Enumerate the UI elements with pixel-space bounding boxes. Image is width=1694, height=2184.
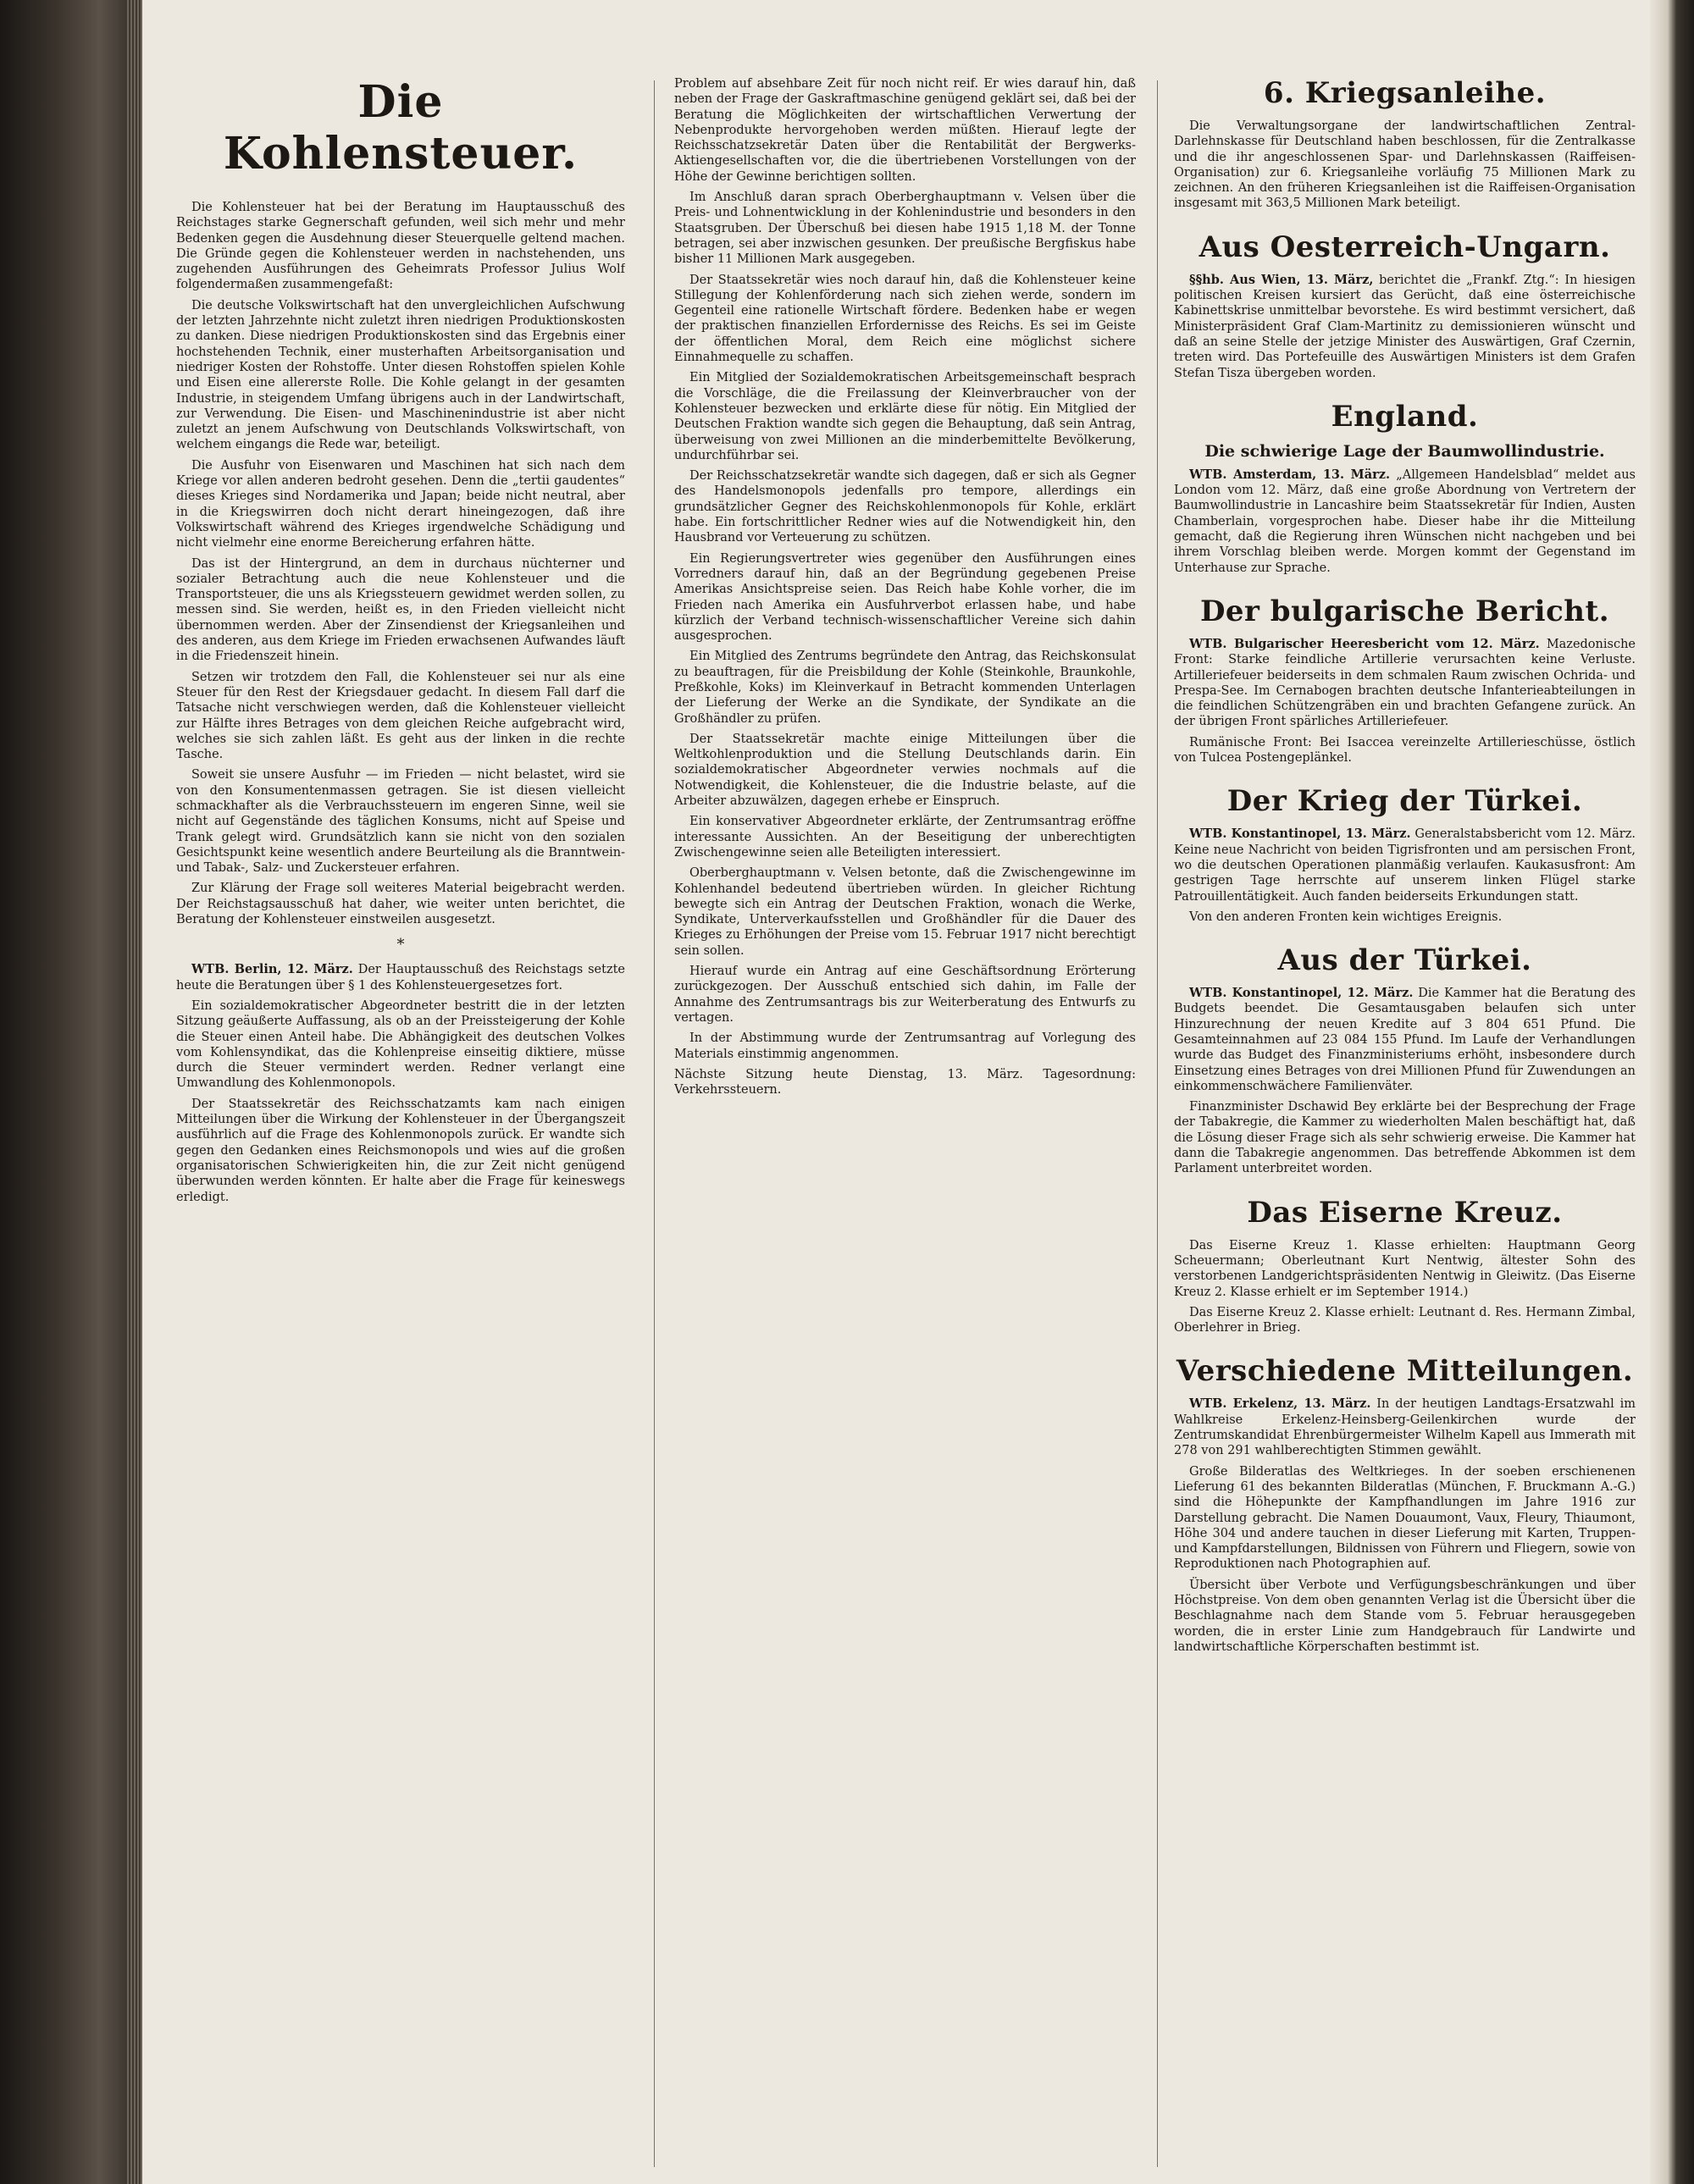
headline-krieg-tuerkei: Der Krieg der Türkei. [1226, 784, 1583, 819]
subheadline-baumwolle: Die schwierige Lage der Baumwollindustrie. [1204, 441, 1605, 461]
newspaper-page [142, 0, 1650, 2184]
article-paragraph: Der Staatssekretär wies noch darauf hin, daß die Kohlensteuer keine Stillegung der Kohlenförderung nach sich ziehen werde, sondern im Gegenteil eine rationelle Wirtschaft fördere. Bedenken habe er wegen der praktischen finanziellen Erfordernisse des Reichs. Es sei im Geiste der öffentlichen Moral, dem Reich eine möglichst sichere Einnahmequelle zu schaffen. [674, 273, 1136, 365]
article-paragraph: Übersicht über Verbote und Verfügungsbeschränkungen und über Höchstpreise. Von dem oben genannten Verlag ist die Übersicht über die Beschlagnahme nach dem Stande vom 5. Februar herausgegeben worden, die in erster Linie zum Handgebrauch für Landwirte und landwirtschaftliche Körperschaften bestimmt ist. [1174, 1578, 1636, 1654]
headline-aus-tuerkei: Aus der Türkei. [1277, 943, 1532, 978]
column-rule [1157, 80, 1158, 2167]
article-paragraph: Das Eiserne Kreuz 2. Klasse erhielt: Leutnant d. Res. Hermann Zimbal, Oberlehrer in Brieg. [1174, 1305, 1636, 1335]
headline-england: England. [1331, 399, 1479, 434]
dateline: WTB. Berlin, 12. März. [191, 962, 353, 977]
headline-mitteilungen: Verschiedene Mitteilungen. [1176, 1354, 1634, 1389]
headline-eisernes-kreuz: Das Eiserne Kreuz. [1247, 1195, 1563, 1230]
dateline: WTB. Konstantinopel, 12. März. [1189, 986, 1414, 1001]
article-paragraph: Der Staatssekretär des Reichsschatzamts kam nach einigen Mitteilungen über die Wirkung der Kohlensteuer in der Übergangszeit ausführlich auf die Frage des Kohlenmonopols zurück. Er wandte sich gegen den Gedanken eines Reichsmonopols und wies auf die großen organisatorischen Schwierigkeiten hin, die zur Zeit nicht genügend überwunden werden könnten. Er halte aber die Frage für keineswegs erledigt. [176, 1097, 625, 1204]
dateline: WTB. Bulgarischer Heeresbericht vom 12. März. [1189, 636, 1540, 651]
article-paragraph: Ein Regierungsvertreter wies gegenüber den Ausführungen eines Vorredners darauf hin, daß an der Begründung gegebenen Preise Amerikas Ansichtspreise seien. Das Reich habe Kohle vorher, die im Frieden nach Amerika ein Ausfuhrverbot erlassen habe, und habe kürzlich der Verband technisch-wissenschaftlicher Vereine sich dahin ausgesprochen. [674, 551, 1136, 644]
column-left [176, 76, 625, 2167]
article-paragraph: Soweit sie unsere Ausfuhr — im Frieden — nicht belastet, wird sie von den Konsumentenmassen getragen. Sie ist diesen vielleicht schmackhafter als die Verbrauchssteuern im engeren Sinne, weil sie nicht auf Gegenstände des täglichen Konsums, nicht auf Speise und Trank gelegt wird. Grundsätzlich kann sie nicht von den sozialen Gesichtspunkt keine wesentlich andere Beurteilung als die Branntwein- und Tabak-, Salz- und Zuckersteuer erfahren. [176, 768, 625, 876]
article-paragraph: §§hb. Aus Wien, 13. März, berichtet die „Frankf. Ztg.“: In hiesigen politischen Kreisen kursiert das Gerücht, daß eine österreichische Kabinettskrise unmittelbar bevorstehe. Es wird bestimmt versichert, daß Ministerpräsident Graf Clam-Martinitz zu demissionieren wünscht und daß an seine Stelle der jetzige Minister des Auswärtigen, Graf Czernin, treten wird. Das Portefeuille des Auswärtigen Ministers ist dem Grafen Stefan Tisza übergeben worden. [1174, 272, 1636, 380]
article-paragraph: WTB. Berlin, 12. März. Der Hauptausschuß des Reichstags setzte heute die Beratungen über § 1 des Kohlensteuergesetzes fort. [176, 962, 625, 992]
article-paragraph: Ein sozialdemokratischer Abgeordneter bestritt die in der letzten Sitzung geäußerte Auffassung, als ob an der Preissteigerung der Kohle die Steuer einen Anteil habe. Die Abhängigkeit des deutschen Volkes vom Kohlensyndikat, das die Kohlenpreise einseitig diktiere, müsse durch die Steuer vermindert werden. Redner verlangt eine Umwandlung des Kohlenmonopols. [176, 998, 625, 1091]
column-middle [674, 76, 1136, 2167]
article-paragraph: WTB. Konstantinopel, 13. März. Generalstabsbericht vom 12. März. Keine neue Nachricht von beiden Tigrisfronten und am persischen Front, wo die deutschen Operationen planmäßig verlaufen. Kaukasusfront: Am gestrigen Tage herrschte auf unserem linken Flügel starke Patrouillentätigkeit. Auch fanden beiderseits Erkundungen statt. [1174, 827, 1636, 904]
article-paragraph: Das Eiserne Kreuz 1. Klasse erhielten: Hauptmann Georg Scheuermann; Oberleutnant Kurt Nentwig, ältester Sohn des verstorbenen Landgerichtspräsidenten Nentwig in Gleiwitz. (Das Eiserne Kreuz 2. Klasse erhielt er im September 1914.) [1174, 1238, 1636, 1299]
article-paragraph: WTB. Konstantinopel, 12. März. Die Kammer hat die Beratung des Budgets beendet. Die Gesamtausgaben belaufen sich unter Hinzurechnung der neuen Kredite auf 3 804 651 Pfund. Die Gesamteinnahmen auf 23 084 155 Pfund. Im Laufe der Verhandlungen wurde das Budget des Finanzministeriums erhöht, insbesondere durch Einsetzung eines Betrages von drei Millionen Pfund für Zuwendungen an einkommenschwächere Familienväter. [1174, 986, 1636, 1093]
article-paragraph: Ein Mitglied des Zentrums begründete den Antrag, das Reichskonsulat zu beauftragen, für die Preisbildung der Kohle (Steinkohle, Braunkohle, Preßkohle, Koks) im Kleinverkauf in Betracht kommenden Unterlagen der Lieferung der Werke an die Syndikate, der Syndikate an die Großhändler zu prüfen. [674, 650, 1136, 726]
article-paragraph: Der Reichsschatzsekretär wandte sich dagegen, daß er sich als Gegner des Handelsmonopols jedenfalls pro tempore, allerdings ein grundsätzlicher Gegner des Reichskohlenmonopols für Kohle, erklärt habe. Ein fortschrittlicher Redner wies auf die Notwendigkeit hin, den Hausbrand vor Verteuerung zu schützen. [674, 469, 1136, 545]
article-paragraph: WTB. Erkelenz, 13. März. In der heutigen Landtags-Ersatzwahl im Wahlkreise Erkelenz-Heinsberg-Geilenkirchen wurde der Zentrumskandidat Ehrenbürgermeister Wilhelm Kapell aus Immerath mit 278 von 291 wahlberechtigten Stimmen gewählt. [1174, 1396, 1636, 1458]
article-paragraph: Ein konservativer Abgeordneter erklärte, der Zentrumsantrag eröffne interessante Aussichten. An der Beseitigung der unberechtigten Zwischengewinne seien alle Beteiligten interessiert. [674, 815, 1136, 860]
dateline: WTB. Amsterdam, 13. März. [1189, 467, 1391, 482]
article-paragraph: Die Kohlensteuer hat bei der Beratung im Hauptausschuß des Reichstages starke Gegnerschaft gefunden, weil sich mehr und mehr Bedenken gegen die Ausdehnung dieser Steuerquelle geltend machen. Die Gründe gegen die Kohlensteuer werden in nachstehenden, uns zugehenden Ausführungen des Geheimrats Professor Julius Wolf folgendermaßen zusammengefaßt: [176, 201, 625, 292]
headline-bulgarisch: Der bulgarische Bericht. [1199, 594, 1610, 628]
article-paragraph: WTB. Amsterdam, 13. März. „Allgemeen Handelsblad“ meldet aus London vom 12. März, daß eine große Abordnung von Vertretern der Baumwollindustrie in Lancashire beim Staatssekretär für Indien, Austen Chamberlain, vorgesprochen habe. Dieser habe ihr die Mitteilung gemacht, daß die Regierung ihren Wünschen nicht nachgeben und bei ihrem Vorschlag bleiben werde. Morgen kommt der Gegenstand im Unterhause zur Sprache. [1174, 467, 1636, 575]
separator-star: * [396, 936, 405, 954]
article-paragraph: Ein Mitglied der Sozialdemokratischen Arbeitsgemeinschaft besprach die Vorschläge, die die Freilassung der Kleinverbraucher von der Kohlensteuer bezwecken und erklärte diese für nötig. Ein Mitglied der Deutschen Fraktion wandte sich gegen die Behauptung, daß sein Antrag, überweisung von zwei Millionen an die minderbemittelte Bevölkerung, undurchführbar sei. [674, 371, 1136, 462]
dateline: WTB. Erkelenz, 13. März. [1189, 1396, 1371, 1412]
dateline: WTB. Konstantinopel, 13. März. [1189, 827, 1411, 842]
column-rule [654, 80, 655, 2167]
headline-kriegsanleihe: 6. Kriegsanleihe. [1263, 76, 1547, 110]
article-paragraph: Im Anschluß daran sprach Oberberghauptmann v. Velsen über die Preis- und Lohnentwicklung in der Kohlenindustrie und besonders in den Staatsgruben. Der Überschuß bei diesen habe 1915 1,18 M. der Tonne betragen, sei aber inzwischen gesunken. Der preußische Bergfiskus habe bisher 11 Millionen Mark ausgegeben. [674, 191, 1136, 267]
article-paragraph: Nächste Sitzung heute Dienstag, 13. März. Tagesordnung: Verkehrssteuern. [674, 1067, 1136, 1098]
article-paragraph: Oberberghauptmann v. Velsen betonte, daß die Zwischengewinne im Kohlenhandel bedeutend übertrieben würden. In gleicher Richtung bewegte sich ein Antrag der Deutschen Fraktion, wonach die Werke, Syndikate, Unterverkaufsstellen und Großhändler für die Dauer des Krieges zu Erhöhungen der Preise vom 15. Februar 1917 nicht berechtigt sein sollen. [674, 866, 1136, 958]
article-paragraph: Von den anderen Fronten kein wichtiges Ereignis. [1189, 910, 1503, 924]
article-paragraph: Setzen wir trotzdem den Fall, die Kohlensteuer sei nur als eine Steuer für den Rest der Kriegsdauer gedacht. In diesem Fall darf die Tatsache nicht verschwiegen werden, daß die Kohlensteuer vielleicht zur Hälfte ihres Betrages von dem gleichen Reiche aufgebracht wird, welches sie sich zahlen läßt. Es geht aus der linken in die rechte Tasche. [176, 670, 625, 762]
next-page-edge [1650, 0, 1694, 2184]
headline-kohlensteuer: Die Kohlensteuer. [223, 76, 579, 180]
article-paragraph: Das ist der Hintergrund, an dem in durchaus nüchterner und sozialer Betrachtung auch die neue Kohlensteuer und die Transportsteuer, die uns als Kriegssteuern gewidmet werden sollen, zu messen sind. Sie werden, heißt es, in den Frieden vielleicht nicht übernommen werden. Aber der Zinsendienst der Kriegsanleihen und des anderen, aus dem Kriege im Frieden erwachsenen Aufwandes läuft in die Friedenszeit hinein. [176, 556, 625, 664]
article-paragraph: Hierauf wurde ein Antrag auf eine Geschäftsordnung Erörterung zurückgezogen. Der Ausschuß entschied sich dahin, im Falle der Annahme des Zentrumsantrags bis zur Weiterberatung des Entwurfs zu vertagen. [674, 965, 1136, 1025]
article-paragraph: Der Staatssekretär machte einige Mitteilungen über die Weltkohlenproduktion und die Stellung Deutschlands darin. Ein sozialdemokratischer Abgeordneter verwies nochmals auf die Notwendigkeit, die Kohlensteuer, die die Industrie belaste, auf die Arbeiter abzuwälzen, dagegen erhebe er Einspruch. [674, 732, 1136, 809]
dateline: §§hb. Aus Wien, 13. März, [1189, 272, 1374, 287]
article-paragraph: Rumänische Front: Bei Isaccea vereinzelte Artillerieschüsse, östlich von Tulcea Postengeplänkel. [1174, 735, 1636, 766]
article-paragraph: Finanzminister Dschawid Bey erklärte bei der Besprechung der Frage der Tabakregie, die Kammer zu wiederholten Malen beschäftigt hat, daß die Lösung dieser Frage sich als sehr schwierig erweise. Die Kammer hat dann die Tabakregie angenommen. Das betreffende Abkommen ist dem Parlament unterbreitet worden. [1174, 1100, 1636, 1176]
article-paragraph: Die Verwaltungsorgane der landwirtschaftlichen Zentral-Darlehnskasse für Deutschland haben beschlossen, für die Zentralkasse und die ihr angeschlossenen Spar- und Darlehnskassen (Raiffeisen-Organisation) zur 6. Kriegsanleihe vorläufig 75 Millionen Mark zu zeichnen. An den früheren Kriegsanleihen ist die Raiffeisen-Organisation insgesamt mit 363,5 Millionen Mark beteiligt. [1174, 119, 1636, 211]
article-paragraph: Große Bilderatlas des Weltkrieges. In der soeben erschienenen Lieferung 61 des bekannten Bilderatlas (München, F. Bruckmann A.-G.) sind die Höhepunkte der Kampfhandlungen im Jahre 1916 zur Darstellung gebracht. Die Namen Douaumont, Vaux, Fleury, Thiaumont, Höhe 304 und andere tauchen in dieser Lieferung mit Karten, Truppen- und Kampfdarstellungen, Bildnissen von Führern und Fliegern, sowie von Reproduktionen nach Photographien auf. [1174, 1464, 1636, 1572]
headline-oesterreich: Aus Oesterreich-Ungarn. [1199, 229, 1611, 264]
article-paragraph: Problem auf absehbare Zeit für noch nicht reif. Er wies darauf hin, daß neben der Frage der Gaskraftmaschine genügend geklärt sei, daß bei der Beratung die Möglichkeiten der wirtschaftlichen Verwertung der Nebenprodukte hervorgehoben werden müßten. Hierauf legte der Reichsschatzsekretär Daten über die Rentabilität der Bergwerks-Aktiengesellschaften vor, die die übertriebenen Vorstellungen von der Höhe der Gewinne berichtigen sollten. [674, 77, 1136, 184]
column-right [1174, 76, 1636, 2167]
article-paragraph: In der Abstimmung wurde der Zentrumsantrag auf Vorlegung des Materials einstimmig angenommen. [674, 1031, 1136, 1061]
article-paragraph: Zur Klärung der Frage soll weiteres Material beigebracht werden. Der Reichstagsausschuß hat daher, wie weiter unten berichtet, die Beratung der Kohlensteuer einstweilen ausgesetzt. [176, 882, 625, 927]
page-stack-edge [127, 0, 142, 2184]
article-paragraph: Die deutsche Volkswirtschaft hat den unvergleichlichen Aufschwung der letzten Jahrzehnte nicht zuletzt ihren niedrigen Produktionskosten zu danken. Diese niedrigen Produktionskosten sind das Ergebnis einer hochstehenden Technik, einer musterhaften Arbeitsorganisation und niedriger Kosten der Rohstoffe. Unter diesen Rohstoffen spielen Kohle und Eisen eine allererste Rolle. Die Kohle gelangt in der gesamten Industrie, in steigendem Umfang übrigens auch in der Landwirtschaft, zur Verwendung. Die Eisen- und Maschinenindustrie ist aber nicht zuletzt an jenem Aufschwung von Deutschlands Volkswirtschaft, von welchem eingangs die Rede war, beteiligt. [176, 298, 625, 452]
article-paragraph: WTB. Bulgarischer Heeresbericht vom 12. März. Mazedonische Front: Starke feindliche Artillerie verursachten keine Verluste. Artilleriefeuer beiderseits in dem schmalen Raum zwischen Ochrida- und Prespa-See. Im Cernabogen brachten deutsche Infanterieabteilungen in die feindlichen Schützengräben ein und brachten Gefangene zurück. An der übrigen Front spärliches Artilleriefeuer. [1174, 636, 1636, 729]
article-paragraph: Die Ausfuhr von Eisenwaren und Maschinen hat sich nach dem Kriege vor allen anderen bedroht gesehen. Denn die „tertii gaudentes“ dieses Krieges sind Nordamerika und Japan; beide nicht neutral, aber in die Kriegswirren doch nicht derart hineingezogen, daß ihre Volkswirtschaft während des Krieges irgendwelche Schädigung und nicht vielmehr eine enorme Bereicherung erfahren hätte. [176, 458, 625, 550]
book-binding [0, 0, 142, 2184]
